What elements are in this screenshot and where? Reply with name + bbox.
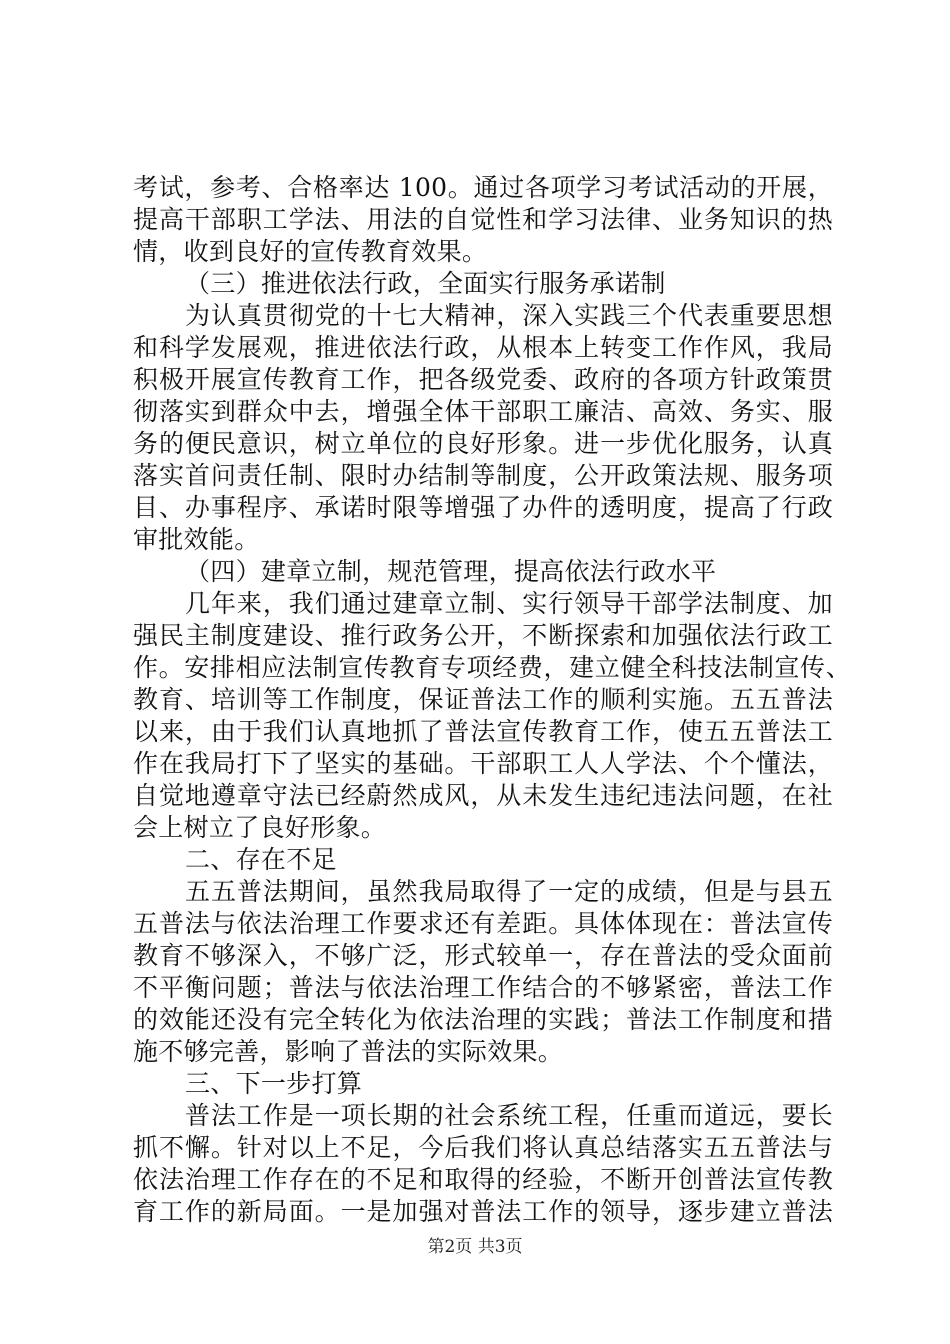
text-line: 和科学发展观，推进依法行政，从根本上转变工作作风，我局	[133, 333, 833, 362]
text-line: 考试，参考、合格率达 100。通过各项学习考试活动的开展，	[133, 173, 833, 202]
text-line: 几年来，我们通过建章立制、实行领导干部学法制度、加	[185, 589, 833, 618]
text-line: 彻落实到群众中去，增强全体干部职工廉洁、高效、务实、服	[133, 397, 833, 426]
text-line: 五五普法期间，虽然我局取得了一定的成绩，但是与县五	[185, 877, 833, 906]
text-line: 作。安排相应法制宣传教育专项经费，建立健全科技法制宣传、	[133, 653, 851, 682]
text-line: 育工作的新局面。一是加强对普法工作的领导，逐步建立普法	[133, 1197, 833, 1226]
text-line: 会上树立了良好形象。	[133, 813, 387, 842]
text-line: 自觉地遵章守法已经蔚然成风，从未发生违纪违法问题，在社	[133, 781, 833, 810]
page-number-footer: 第2页 共3页	[427, 1237, 523, 1257]
text-line: 积极开展宣传教育工作，把各级党委、政府的各项方针政策贯	[133, 365, 833, 394]
text-line: 的效能还没有完全转化为依法治理的实践；普法工作制度和措	[133, 1005, 833, 1034]
text-line: 落实首问责任制、限时办结制等制度，公开政策法规、服务项	[133, 461, 833, 490]
text-line: 五普法与依法治理工作要求还有差距。具体体现在：普法宣传	[133, 909, 833, 938]
text-line: 提高干部职工学法、用法的自觉性和学习法律、业务知识的热	[133, 205, 833, 234]
text-line: 不平衡问题；普法与依法治理工作结合的不够紧密，普法工作	[133, 973, 833, 1002]
text-line: 为认真贯彻党的十七大精神，深入实践三个代表重要思想	[185, 301, 833, 330]
text-line: 情，收到良好的宣传教育效果。	[133, 237, 488, 266]
text-line: 务的便民意识，树立单位的良好形象。进一步优化服务，认真	[133, 429, 833, 458]
section-heading: 二、存在不足	[185, 845, 337, 874]
text-line: 强民主制度建设、推行政务公开，不断探索和加强依法行政工	[133, 621, 833, 650]
section-heading: （三）推进依法行政，全面实行服务承诺制	[185, 269, 666, 298]
text-line: 普法工作是一项长期的社会系统工程，任重而道远，要长	[185, 1101, 833, 1130]
text-line: 作在我局打下了坚实的基础。干部职工人人学法、个个懂法，	[133, 749, 833, 778]
text-line: 抓不懈。针对以上不足，今后我们将认真总结落实五五普法与	[133, 1133, 833, 1162]
text-line: 目、办事程序、承诺时限等增强了办件的透明度，提高了行政	[133, 493, 833, 522]
text-line: 依法治理工作存在的不足和取得的经验，不断开创普法宣传教	[133, 1165, 833, 1194]
text-line: 教育不够深入，不够广泛，形式较单一，存在普法的受众面前	[133, 941, 833, 970]
section-heading: 三、下一步打算	[185, 1069, 363, 1098]
section-heading: （四）建章立制，规范管理，提高依法行政水平	[185, 557, 717, 586]
text-line: 以来，由于我们认真地抓了普法宣传教育工作，使五五普法工	[133, 717, 833, 746]
text-line: 教育、培训等工作制度，保证普法工作的顺利实施。五五普法	[133, 685, 833, 714]
text-line: 审批效能。	[133, 525, 260, 554]
text-line: 施不够完善，影响了普法的实际效果。	[133, 1037, 564, 1066]
